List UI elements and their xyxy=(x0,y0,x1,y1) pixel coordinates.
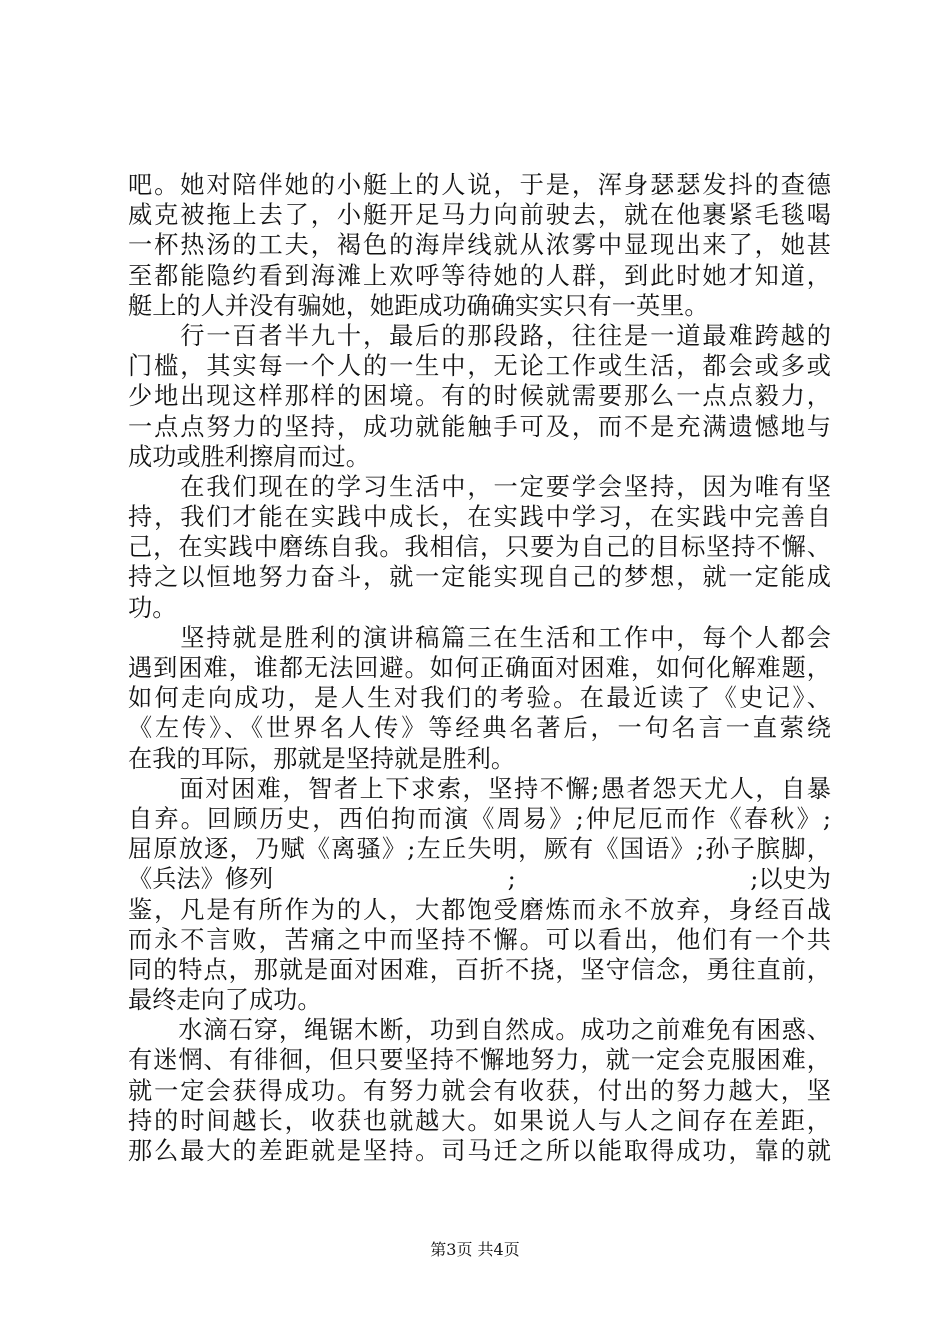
text-line: 少地出现这样那样的困境。有的时候就需要那么一点点毅力， xyxy=(128,382,831,411)
text-line: 门槛，其实每一个人的一生中，无论工作或生活，都会或多或 xyxy=(128,352,831,381)
paragraph-start-line: 在我们现在的学习生活中，一定要学会坚持，因为唯有坚 xyxy=(128,472,831,501)
text-line: 有迷惘、有徘徊，但只要坚持不懈地努力，就一定会克服困难， xyxy=(128,1046,831,1075)
split-segment: ;以史为 xyxy=(750,865,831,894)
text-line: 鉴，凡是有所作为的人，大都饱受磨炼而永不放弃，身经百战 xyxy=(128,895,831,924)
split-segment: 《兵法》修列 xyxy=(128,865,274,894)
text-line: 自弃。回顾历史，西伯拘而演《周易》;仲尼厄而作《春秋》; xyxy=(128,804,831,833)
text-line: 艇上的人并没有骗她，她距成功确确实实只有一英里。 xyxy=(128,291,709,320)
text-line: 持的时间越长，收获也就越大。如果说人与人之间存在差距， xyxy=(128,1106,831,1135)
text-line: 吧。她对陪伴她的小艇上的人说，于是，浑身瑟瑟发抖的查德 xyxy=(128,171,831,199)
text-line: 那么最大的差距就是坚持。司马迁之所以能取得成功，靠的就 xyxy=(128,1137,831,1165)
text-line: 《左传》、《世界名人传》等经典名著后，一句名言一直萦绕 xyxy=(128,714,831,743)
text-line: 遇到困难，谁都无法回避。如何正确面对困难，如何化解难题， xyxy=(128,654,831,682)
document-body xyxy=(128,170,831,1166)
text-line: 屈原放逐，乃赋《离骚》;左丘失明，厥有《国语》;孙子膑脚， xyxy=(128,835,831,864)
text-line: 一杯热汤的工夫，褐色的海岸线就从浓雾中显现出来了，她甚 xyxy=(128,231,831,260)
page-footer: 第3页 共4页 xyxy=(430,1240,520,1259)
split-text-line xyxy=(128,864,831,894)
text-line: 而永不言败，苦痛之中而坚持不懈。可以看出，他们有一个共 xyxy=(128,925,831,954)
text-line: 成功或胜利擦肩而过。 xyxy=(128,442,370,471)
text-line: 最终走向了成功。 xyxy=(128,986,322,1015)
text-line: 在我的耳际，那就是坚持就是胜利。 xyxy=(128,744,516,773)
text-line: 功。 xyxy=(128,593,177,622)
text-line: 持，我们才能在实践中成长，在实践中学习，在实践中完善自 xyxy=(128,503,831,532)
paragraph-start-line: 坚持就是胜利的演讲稿篇三在生活和工作中，每个人都会 xyxy=(128,623,831,652)
text-line: 一点点努力的坚持，成功就能触手可及，而不是充满遗憾地与 xyxy=(128,412,831,441)
text-line: 持之以恒地努力奋斗，就一定能实现自己的梦想，就一定能成 xyxy=(128,563,831,592)
paragraph-start-line: 行一百者半九十，最后的那段路，往往是一道最难跨越的 xyxy=(128,321,831,350)
text-line: 同的特点，那就是面对困难，百折不挠，坚守信念，勇往直前， xyxy=(128,955,831,984)
split-segment: ; xyxy=(507,865,516,894)
paragraph-start-line: 面对困难，智者上下求索，坚持不懈;愚者怨天尤人，自暴 xyxy=(128,774,831,803)
paragraph-start-line: 水滴石穿，绳锯木断，功到自然成。成功之前难免有困惑、 xyxy=(128,1016,831,1045)
text-line: 己，在实践中磨练自我。我相信，只要为自己的目标坚持不懈、 xyxy=(128,533,831,562)
text-line: 就一定会获得成功。有努力就会有收获，付出的努力越大，坚 xyxy=(128,1076,831,1105)
text-line: 威克被拖上去了，小艇开足马力向前驶去，就在他裹紧毛毯喝 xyxy=(128,201,831,230)
text-line: 至都能隐约看到海滩上欢呼等待她的人群，到此时她才知道， xyxy=(128,261,831,290)
text-line: 如何走向成功，是人生对我们的考验。在最近读了《史记》、 xyxy=(128,684,831,713)
